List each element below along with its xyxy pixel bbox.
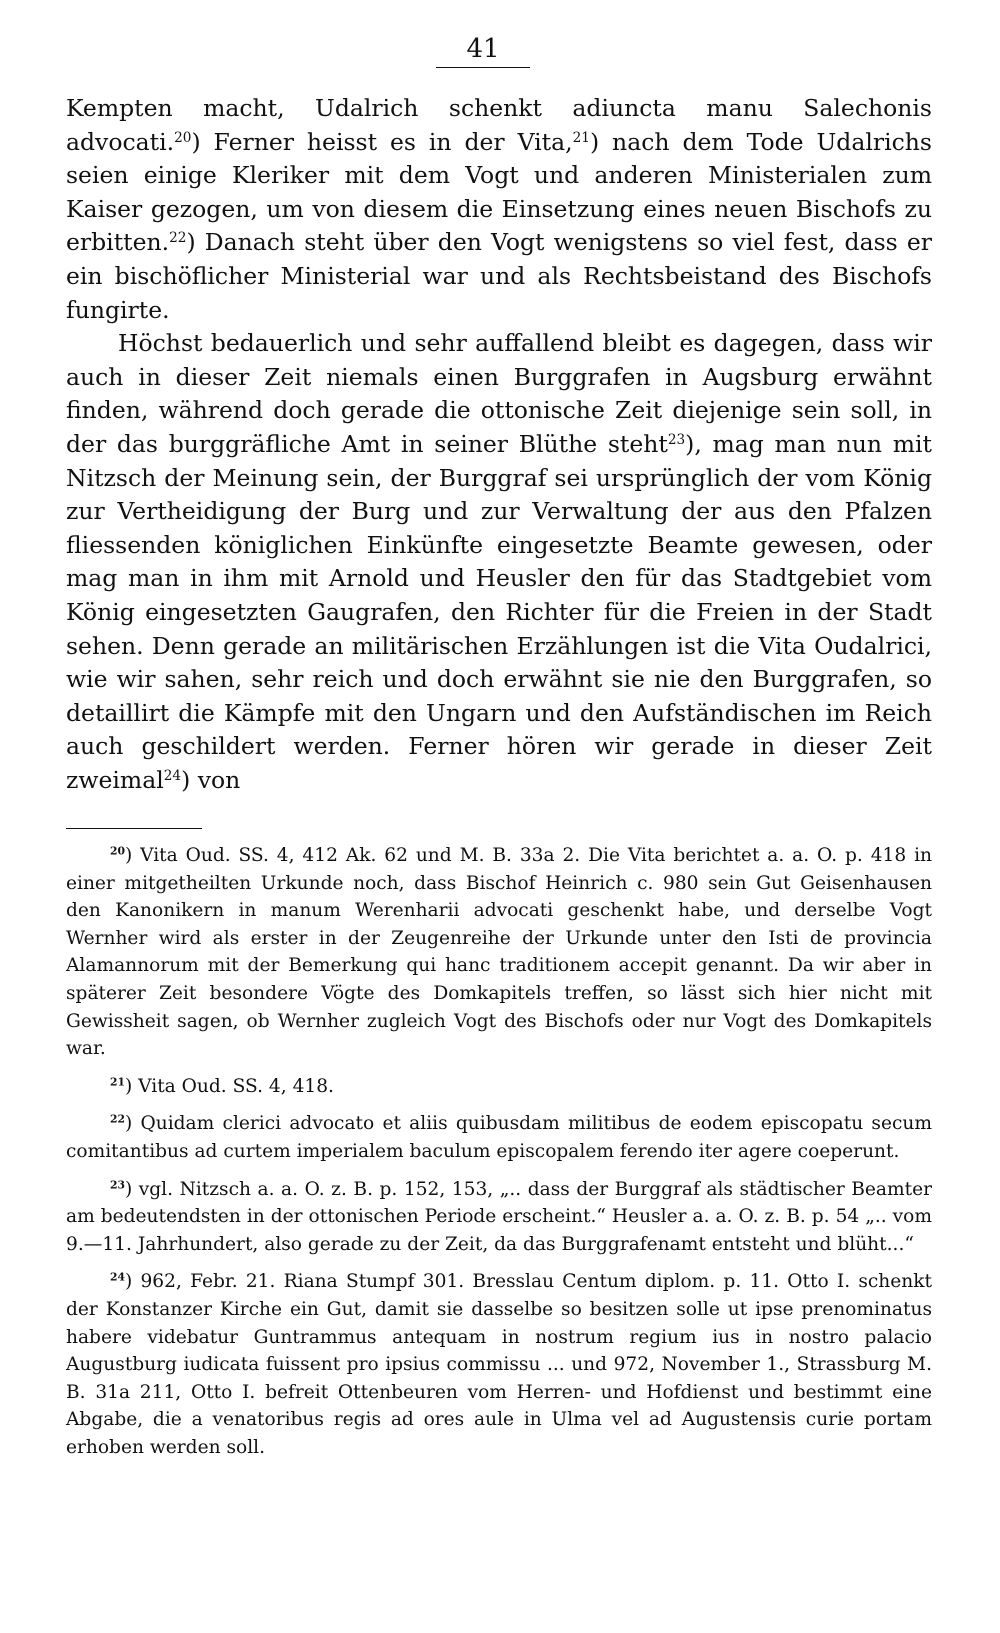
- footnote-divider: [66, 828, 202, 829]
- footnote-ref-23[interactable]: 23: [667, 431, 686, 448]
- footnote-23: [66, 1176, 932, 1259]
- footnote-text: ) 962, Febr. 21. Riana Stumpf 301. Bresslau Centum diplom. p. 11. Otto I. schenkt der Konstanzer Kirche ein Gut, damit sie dasselbe so besitzen solle ut ipse prenominatus habere videbatur Guntrammus antequam in nostrum regium ius in nostro palacio Augustburg iudicata fuissent pro ipsius commissu ... und 972, November 1., Strassburg M. B. 31a 211, Otto I. befreit Ottenbeuren vom Herren- und Hofdienst und bestimmt eine Abgabe, die a venatoribus regis ad ores aule in Ulma vel ad Augustensis curie portam erhoben werden soll.: [66, 1271, 932, 1458]
- footnote-text: ) Vita Oud. SS. 4, 418.: [124, 1075, 334, 1097]
- paragraph-2-part-3: ) von: [181, 765, 241, 794]
- footnote-mark: 23: [110, 1178, 125, 1192]
- paragraph-1-part-1: Kempten macht, Udalrich schenkt adiuncta manu Salechonis advocati.: [66, 94, 932, 156]
- footnote-mark: 20: [110, 844, 125, 858]
- paragraph-1: [66, 92, 932, 327]
- footnote-ref-22[interactable]: 22: [169, 230, 187, 247]
- page-number: 41: [436, 34, 530, 68]
- paragraph-2-part-2: ), mag man nun mit Nitzsch der Meinung sein, der Burggraf sei ursprünglich der vom König zur Vertheidigung der Burg und zur Verwaltung der aus den Pfalzen fliessenden königlichen Einkünfte eingesetzte Beamte gewesen, oder mag man in ihm mit Arnold und Heusler den für das Stadtgebiet vom König eingesetzten Gaugrafen, den Richter für die Freien in der Stadt sehen. Denn gerade an militärischen Erzählungen ist die Vita Oudalrici, wie wir sahen, sehr reich und doch erwähnt sie nie den Burggrafen, so detaillirt die Kämpfe mit den Ungarn und den Aufständischen im Reich auch geschildert werden. Ferner hören wir gerade in dieser Zeit zweimal: [66, 429, 932, 794]
- footnote-ref-24[interactable]: 24: [163, 767, 182, 784]
- main-text: [66, 92, 932, 797]
- footnote-text: ) Quidam clerici advocato et aliis quibusdam militibus de eodem episcopatu secum comitantibus ad curtem imperialem baculum episcopalem ferendo iter agere coeperunt.: [66, 1113, 932, 1162]
- footnote-22: [66, 1110, 932, 1165]
- footnote-ref-21[interactable]: 21: [572, 129, 590, 146]
- paragraph-2: [66, 327, 932, 797]
- paragraph-1-part-2: ) Ferner heisst es in der Vita,: [191, 127, 573, 156]
- footnote-24: [66, 1268, 932, 1461]
- footnote-20: [66, 842, 932, 1063]
- footnote-mark: 22: [110, 1112, 125, 1126]
- paragraph-2-part-1: Höchst bedauerlich und sehr auffallend bleibt es dagegen, dass wir auch in dieser Zeit niemals einen Burggrafen in Augsburg erwähnt finden, während doch gerade die ottonische Zeit diejenige sein soll, in der das burggräfliche Amt in seiner Blüthe steht: [66, 329, 932, 458]
- footnote-21: [66, 1073, 932, 1101]
- paragraph-1-part-4: ) Danach steht über den Vogt wenigstens so viel fest, dass er ein bischöflicher Ministerial war und als Rechtsbeistand des Bischofs fungirte.: [66, 228, 932, 324]
- footnote-ref-20[interactable]: 20: [174, 129, 192, 146]
- footnote-text: ) Vita Oud. SS. 4, 412 Ak. 62 und M. B. 33a 2. Die Vita berichtet a. a. O. p. 418 in einer mitgetheilten Urkunde noch, dass Bischof Heinrich c. 980 sein Gut Geisenhausen den Kanonikern in manum Werenharii advocati geschenkt habe, und derselbe Vogt Wernher wird als erster in der Zeugenreihe der Urkunde unter den Isti de provincia Alamannorum mit der Bemerkung qui hanc traditionem accepit genannt. Da wir aber in späterer Zeit besondere Vögte des Domkapitels treffen, so lässt sich hier nicht mit Gewissheit sagen, ob Wernher zugleich Vogt des Bischofs oder nur Vogt des Domkapitels war.: [66, 845, 932, 1060]
- footnote-mark: 21: [110, 1075, 125, 1089]
- footnotes: [66, 842, 932, 1471]
- footnote-text: ) vgl. Nitzsch a. a. O. z. B. p. 152, 153, „.. dass der Burggraf als städtischer Beamter am bedeutendsten in der ottonischen Periode erscheint.“ Heusler a. a. O. z. B. p. 54 „.. vom 9.—11. Jahrhundert, also gerade zu der Zeit, da das Burggrafenamt entsteht und blüht...“: [66, 1178, 932, 1255]
- paragraph-1-part-3: ) nach dem Tode Udalrichs seien einige Kleriker mit dem Vogt und anderen Ministerialen zum Kaiser gezogen, um von diesem die Einsetzung eines neuen Bischofs zu erbitten.: [66, 127, 932, 257]
- footnote-mark: 24: [110, 1270, 125, 1284]
